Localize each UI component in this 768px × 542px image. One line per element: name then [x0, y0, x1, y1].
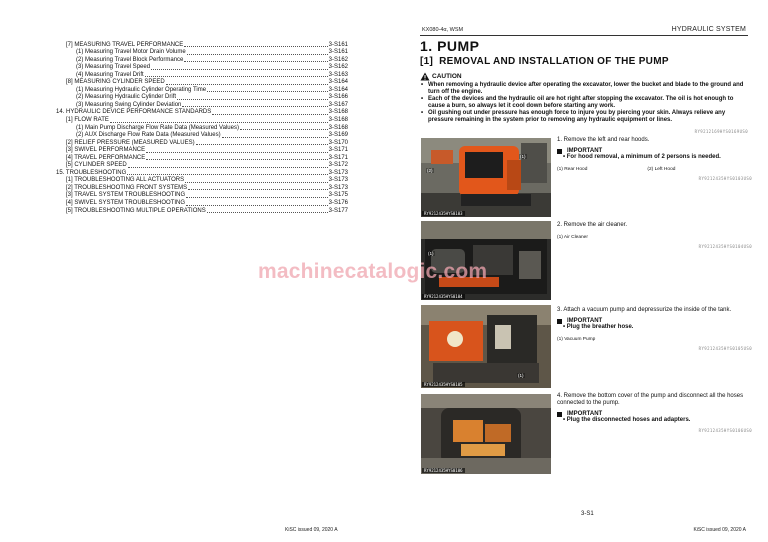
footer-issue-right: KiSC issued 09, 2020 A: [693, 527, 746, 533]
header-rule: [420, 35, 748, 36]
toc-entry-title: (3) Measuring Travel Speed: [76, 64, 151, 71]
important-square-icon: [557, 149, 562, 154]
toc-entry-page: 3-S169: [328, 132, 348, 139]
step-1-important: [557, 148, 752, 161]
toc-leader-dots: [188, 189, 328, 190]
toc-entry-title: 15. TROUBLESHOOTING: [56, 169, 127, 176]
toc-entry-title: [8] MEASURING CYLINDER SPEED: [66, 79, 165, 86]
page-number: 3-S1: [581, 511, 594, 517]
step-2-text: 2. Remove the air cleaner.: [557, 222, 628, 228]
toc-leader-dots: [186, 205, 328, 206]
toc-entry-title: (2) Measuring Travel Block Performance: [76, 56, 184, 63]
step-4-important-body: • Plug the disconnected hoses and adapters.: [563, 417, 691, 423]
photo-air-cleaner-tag: RY9212435HYS0104: [424, 294, 463, 299]
step-1-code: RY9212435HYS0103US0: [698, 176, 752, 181]
step-3-important: [557, 318, 752, 331]
toc-entry-title: (1) Measuring Hydraulic Cylinder Operating Time: [76, 86, 207, 93]
toc-entry-page: 3-S164: [328, 86, 348, 93]
toc-entry-page: 3-S173: [328, 184, 348, 191]
legend-item: (1) Vacuum Pump: [557, 337, 596, 342]
step-2-code: RY9212435HYS0104US0: [698, 244, 752, 249]
toc-leader-dots: [127, 174, 327, 175]
toc-entry-page: 3-S177: [328, 207, 348, 214]
step-1-important-body: • For hood removal, a minimum of 2 persons is needed.: [563, 154, 721, 160]
toc-leader-dots: [212, 114, 327, 115]
toc-entry: [56, 41, 348, 49]
toc-entry: [56, 49, 348, 57]
step-3: [557, 307, 752, 351]
header-section: HYDRAULIC SYSTEM: [671, 26, 746, 33]
table-of-contents: [56, 41, 348, 215]
toc-leader-dots: [207, 212, 328, 213]
caution-heading: [420, 72, 750, 81]
toc-entry-title: (1) Main Pump Discharge Flow Rate Data (Measured Values): [76, 124, 239, 131]
toc-entry: [56, 101, 348, 109]
toc-leader-dots: [182, 106, 327, 107]
toc-entry-page: 3-S173: [328, 169, 348, 176]
toc-entry: [56, 79, 348, 87]
toc-entry-title: [5] TROUBLESHOOTING MULTIPLE OPERATIONS: [66, 207, 206, 214]
toc-leader-dots: [186, 197, 328, 198]
toc-leader-dots: [240, 129, 328, 130]
toc-leader-dots: [185, 182, 327, 183]
photo-hoods-image: [421, 138, 551, 217]
toc-entry-title: [3] SWIVEL PERFORMANCE: [66, 147, 146, 154]
photo-air-cleaner-label-1: (1): [428, 251, 434, 256]
caution-item: • Each of the devices and the hydraulic oil are hot right after stopping the excavator. The oil is hot enough to cause a burn, so always let it cool down before starting any work.: [420, 96, 750, 110]
toc-leader-dots: [128, 167, 328, 168]
toc-entry-title: (3) Measuring Swing Cylinder Deviation: [76, 101, 182, 108]
toc-leader-dots: [184, 46, 327, 47]
toc-entry-page: 3-S168: [328, 117, 348, 124]
step-3-important-title: IMPORTANT: [567, 318, 603, 324]
toc-entry: [56, 147, 348, 155]
toc-entry: [56, 109, 348, 117]
toc-entry-page: 3-S163: [328, 71, 348, 78]
toc-entry: [56, 94, 348, 102]
caution-item: • Oil gushing out under pressure has enough force to injure you by piercing your skin. Always relieve any pressure remaining in the system prior to removing any hydraulic equipment or lines.: [420, 110, 750, 124]
photo-pump-hoses-image: [421, 394, 551, 474]
toc-entry-title: [4] SWIVEL SYSTEM TROUBLESHOOTING: [66, 200, 186, 207]
photo-vacuum-pump-image: [421, 305, 551, 388]
toc-entry-page: 3-S167: [328, 101, 348, 108]
toc-entry-page: 3-S168: [328, 109, 348, 116]
toc-leader-dots: [146, 159, 327, 160]
photo-hoods: [421, 138, 551, 217]
toc-entry-title: [2] TROUBLESHOOTING FRONT SYSTEMS: [66, 184, 188, 191]
toc-entry-page: 3-S164: [328, 79, 348, 86]
step-3-code: RY9212435HYS0105US0: [698, 346, 752, 351]
photo-vacuum-pump: [421, 305, 551, 388]
toc-leader-dots: [166, 84, 328, 85]
toc-entry: [56, 124, 348, 132]
step-1: [557, 137, 752, 181]
toc-entry-title: [4] TRAVEL PERFORMANCE: [66, 154, 146, 161]
photo-hoods-tag: RY9212435HYS0103: [424, 211, 463, 216]
toc-entry-title: [2] RELIEF PRESSURE (MEASURED VALUES): [66, 139, 195, 146]
watermark: machinecatalogic.com: [258, 260, 488, 283]
toc-entry-title: (4) Measuring Travel Drift: [76, 71, 144, 78]
toc-entry-page: 3-S162: [328, 64, 348, 71]
toc-entry-page: 3-S171: [328, 147, 348, 154]
toc-entry: [56, 162, 348, 170]
step-4-text: 4. Remove the bottom cover of the pump and disconnect all the hoses connected to the pump.: [557, 393, 744, 406]
warning-triangle-icon: [420, 72, 430, 81]
toc-entry-title: [7] MEASURING TRAVEL PERFORMANCE: [66, 41, 184, 48]
toc-entry-title: [1] TROUBLESHOOTING ALL ACTUATORS: [66, 177, 185, 184]
step-4: [557, 393, 752, 433]
important-square-icon: [557, 412, 562, 417]
toc-entry: [56, 139, 348, 147]
toc-entry: [56, 169, 348, 177]
caution-title: CAUTION: [432, 73, 462, 80]
caution-code: RY9212169HYS0169US0: [694, 129, 748, 134]
section-text: REMOVAL AND INSTALLATION OF THE PUMP: [439, 56, 669, 67]
toc-entry-title: [3] TRAVEL SYSTEM TROUBLESHOOTING: [66, 192, 186, 199]
step-3-legend: [557, 337, 752, 342]
toc-entry-page: 3-S172: [328, 162, 348, 169]
header-model: KX080-4α, WSM: [422, 27, 464, 33]
caution-item: • When removing a hydraulic device after operating the excavator, lower the bucket and blade to the ground and turn off the engine.: [420, 82, 750, 96]
toc-leader-dots: [110, 122, 328, 123]
photo-vacuum-pump-label-1: (1): [518, 373, 524, 378]
chapter-title: 1. PUMP: [420, 38, 480, 54]
toc-entry-page: 3-S166: [328, 94, 348, 101]
legend-item: (1) Rear Hood: [557, 167, 588, 172]
step-4-important: [557, 411, 752, 424]
photo-vacuum-pump-tag: RY9212435HYS0105: [424, 382, 463, 387]
toc-entry: [56, 132, 348, 140]
toc-entry: [56, 192, 348, 200]
toc-entry-title: (2) AUX Discharge Flow Rate Data (Measured Values): [76, 132, 221, 139]
photo-hoods-label-2: (2): [427, 168, 433, 173]
toc-entry-page: 3-S168: [328, 124, 348, 131]
toc-leader-dots: [151, 69, 328, 70]
toc-entry-title: (1) Measuring Travel Motor Drain Volume: [76, 49, 186, 56]
step-1-important-title: IMPORTANT: [567, 148, 603, 154]
toc-entry-page: 3-S171: [328, 154, 348, 161]
caution-block: [420, 72, 750, 125]
toc-entry: [56, 64, 348, 72]
section-number: [1]: [420, 56, 434, 67]
toc-entry-page: 3-S161: [328, 49, 348, 56]
section-title: [420, 56, 669, 67]
step-1-text: 1. Remove the left and rear hoods.: [557, 137, 650, 143]
toc-leader-dots: [146, 152, 328, 153]
toc-entry: [56, 71, 348, 79]
toc-entry: [56, 177, 348, 185]
photo-pump-hoses: [421, 394, 551, 474]
photo-hoods-label-1: (1): [520, 154, 526, 159]
legend-item: (2) Left Hood: [647, 167, 676, 172]
toc-entry-page: 3-S162: [328, 56, 348, 63]
step-2-legend: [557, 235, 752, 240]
toc-entry: [56, 56, 348, 64]
photo-pump-hoses-tag: RY9212435HYS0106: [424, 468, 463, 473]
step-3-text: 3. Attach a vacuum pump and depressurize the inside of the tank.: [557, 307, 732, 313]
toc-entry-title: [1] FLOW RATE: [66, 117, 109, 124]
toc-entry: [56, 199, 348, 207]
toc-leader-dots: [177, 99, 328, 100]
toc-entry: [56, 154, 348, 162]
toc-entry-page: 3-S175: [328, 192, 348, 199]
toc-entry-page: 3-S176: [328, 200, 348, 207]
toc-entry-title: (2) Measuring Hydraulic Cylinder Drift: [76, 94, 177, 101]
step-4-code: RY9212435HYS0106US0: [698, 428, 752, 433]
toc-entry: [56, 116, 348, 124]
toc-leader-dots: [145, 76, 328, 77]
step-2: [557, 222, 752, 249]
step-3-important-body: • Plug the breather hose.: [563, 324, 634, 330]
toc-entry-page: 3-S161: [328, 41, 348, 48]
toc-leader-dots: [187, 54, 328, 55]
toc-entry-title: [5] CYLINDER SPEED: [66, 162, 127, 169]
step-1-legend: [557, 167, 752, 172]
toc-entry-page: 3-S173: [328, 177, 348, 184]
important-square-icon: [557, 319, 562, 324]
footer-issue-left: KiSC issued 09, 2020 A: [285, 527, 338, 533]
toc-leader-dots: [196, 144, 328, 145]
step-4-important-title: IMPORTANT: [567, 411, 603, 417]
toc-entry-page: 3-S170: [328, 139, 348, 146]
toc-leader-dots: [222, 137, 328, 138]
toc-leader-dots: [184, 61, 327, 62]
toc-entry-title: 14. HYDRAULIC DEVICE PERFORMANCE STANDARDS: [56, 109, 212, 116]
toc-entry: [56, 86, 348, 94]
toc-entry: [56, 184, 348, 192]
legend-item: (1) Air Cleaner: [557, 235, 588, 240]
toc-entry: [56, 207, 348, 215]
caution-list: [420, 82, 750, 125]
toc-leader-dots: [207, 91, 328, 92]
